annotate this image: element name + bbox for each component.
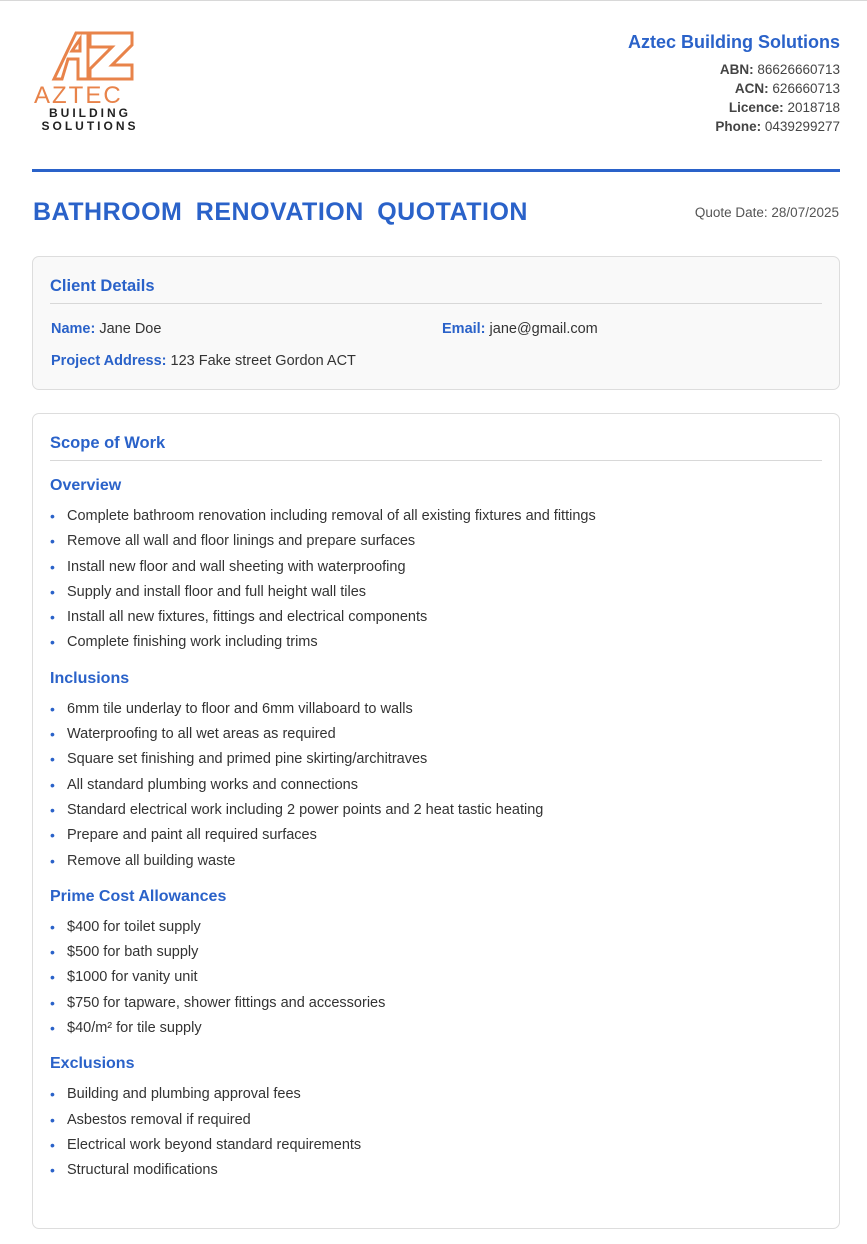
licence-value: 2018718 — [787, 100, 840, 115]
client-email-field — [442, 321, 598, 337]
list-item: • Install new floor and wall sheeting with waterproofing — [50, 555, 822, 580]
abn-value: 86626660713 — [757, 62, 840, 77]
list-item: • Standard electrical work including 2 power points and 2 heat tastic heating — [50, 798, 822, 823]
phone-value: 0439299277 — [764, 119, 840, 134]
section-heading-overview: Overview — [50, 477, 122, 494]
client-email-label: Email: — [442, 321, 486, 337]
section-heading-prime-cost: Prime Cost Allowances — [50, 887, 227, 905]
quotation-page — [32, 1, 840, 1229]
scope-of-work-heading: Scope of Work — [50, 414, 822, 461]
list-item: • All standard plumbing works and connections — [50, 773, 822, 798]
list-item: • Install all new fixtures, fittings and electrical components — [50, 605, 822, 630]
section-exclusions — [50, 1055, 822, 1183]
company-name: Aztec Building Solutions — [628, 32, 840, 52]
client-name-field — [51, 321, 161, 337]
section-overview — [50, 477, 822, 656]
list-item: • Remove all wall and floor linings and prepare surfaces — [50, 529, 822, 554]
list-item: • Square set finishing and primed pine skirting/architraves — [50, 747, 822, 772]
phone-label: Phone: — [715, 119, 762, 134]
page-title: BATHROOM RENOVATION QUOTATION — [33, 198, 528, 226]
section-prime-cost — [50, 888, 822, 1041]
prime-cost-list — [50, 915, 822, 1041]
section-heading-inclusions: Inclusions — [50, 669, 130, 687]
letterhead — [32, 1, 840, 172]
logo-subtitle-2: SOLUTIONS — [41, 119, 139, 133]
licence-label: Licence: — [728, 100, 784, 115]
client-email-value: jane@gmail.com — [489, 321, 598, 337]
list-item: • $500 for bath supply — [50, 940, 822, 965]
list-item: • Building and plumbing approval fees — [50, 1082, 822, 1107]
list-item: • $750 for tapware, shower fittings and accessories — [50, 991, 822, 1016]
az-monogram-icon — [34, 29, 148, 83]
overview-list — [50, 504, 822, 656]
list-item: • Asbestos removal if required — [50, 1108, 822, 1133]
list-item: • $400 for toilet supply — [50, 915, 822, 940]
section-inclusions — [50, 670, 822, 874]
list-item: • 6mm tile underlay to floor and 6mm villaboard to walls — [50, 697, 822, 722]
title-row — [32, 172, 840, 256]
scope-of-work-card — [32, 413, 840, 1229]
client-name-value: Jane Doe — [99, 321, 162, 337]
acn-value: 626660713 — [772, 81, 840, 96]
project-address-label: Project Address: — [51, 353, 167, 369]
client-details-heading: Client Details — [50, 257, 822, 304]
abn-line — [628, 60, 840, 79]
list-item: • Prepare and paint all required surfaces — [50, 823, 822, 848]
list-item: • Supply and install floor and full height wall tiles — [50, 580, 822, 605]
inclusions-list — [50, 697, 822, 874]
list-item: • $40/m² for tile supply — [50, 1016, 822, 1041]
project-address-field — [51, 353, 356, 369]
list-item: • Waterproofing to all wet areas as required — [50, 722, 822, 747]
company-details — [628, 31, 840, 136]
list-item: • $1000 for vanity unit — [50, 965, 822, 990]
list-item: • Complete finishing work including trims — [50, 630, 822, 655]
logo-subtitle-1: BUILDING — [49, 106, 131, 120]
client-details-card — [32, 256, 840, 390]
list-item: • Complete bathroom renovation including removal of all existing fixtures and fittings — [50, 504, 822, 529]
quote-date: Quote Date: 28/07/2025 — [694, 205, 839, 220]
phone-line — [628, 117, 840, 136]
exclusions-list — [50, 1082, 822, 1183]
list-item: • Remove all building waste — [50, 849, 822, 874]
list-item: • Electrical work beyond standard requirements — [50, 1133, 822, 1158]
acn-line — [628, 79, 840, 98]
licence-line — [628, 98, 840, 117]
client-name-label: Name: — [51, 321, 96, 337]
list-item: • Structural modifications — [50, 1158, 822, 1183]
client-fields — [50, 304, 822, 384]
abn-label: ABN: — [719, 62, 754, 77]
logo-wordmark: AZTEC — [34, 82, 123, 109]
project-address-value: 123 Fake street Gordon ACT — [170, 353, 356, 369]
section-heading-exclusions: Exclusions — [50, 1055, 135, 1073]
acn-label: ACN: — [734, 81, 769, 96]
company-logo — [34, 29, 148, 133]
